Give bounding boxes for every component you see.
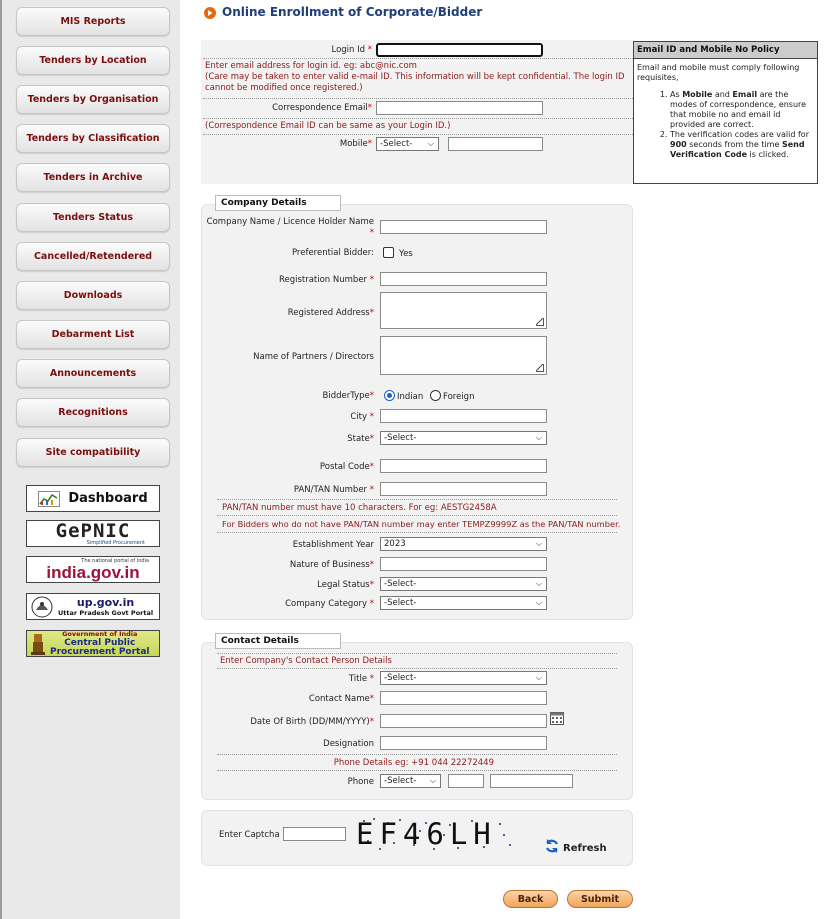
calendar-icon[interactable]: [550, 712, 564, 725]
bidder-type-label: BidderType*: [322, 391, 374, 401]
pan-tan-temp-note: For Bidders who do not have PAN/TAN number may enter TEMPZ9999Z as the PAN/TAN number.: [222, 519, 621, 529]
sidebar-item-cancelled-retendered[interactable]: [16, 242, 170, 271]
establishment-year-select[interactable]: 2023 ⌵: [380, 537, 547, 551]
registered-address-label: Registered Address*: [287, 308, 374, 318]
gepnic-tagline: Simplified Procurement: [86, 539, 145, 546]
contact-name-label: Contact Name*: [308, 694, 374, 704]
sidebar-item-tenders-by-classification[interactable]: [16, 124, 170, 153]
cppp-line-2: Central Public: [64, 638, 136, 648]
bidder-type-foreign-radio[interactable]: [430, 390, 441, 401]
login-id-input[interactable]: [376, 43, 543, 57]
company-name-label: Company Name / Licence Holder Name *: [206, 217, 374, 238]
pan-tan-label: PAN/TAN Number *: [293, 485, 374, 495]
sidebar-item-downloads[interactable]: [16, 281, 170, 310]
phone-country-code-select[interactable]: -Select- ⌵: [380, 774, 441, 788]
sidebar-item-announcements[interactable]: [16, 359, 170, 388]
legal-status-label: Legal Status*: [317, 580, 374, 590]
sidebar-item-label: Tenders in Archive: [43, 172, 143, 183]
establishment-year-label: Establishment Year: [292, 540, 374, 550]
login-note: Enter email address for login id. eg: abc@nic.com: [205, 61, 417, 71]
captcha-image: [354, 815, 524, 855]
login-id-label: Login Id *: [331, 45, 372, 55]
contact-name-input[interactable]: [380, 691, 547, 705]
policy-intro: Email and mobile must comply following requisites,: [637, 63, 800, 82]
registration-number-label: Registration Number *: [278, 275, 374, 285]
correspondence-email-input[interactable]: [376, 101, 543, 115]
sidebar-item-label: Tenders by Location: [39, 55, 147, 66]
policy-list: [634, 90, 813, 160]
sidebar-item-label: Debarment List: [51, 329, 135, 340]
mobile-number-input[interactable]: [448, 137, 543, 151]
chevron-down-icon: ⌵: [535, 539, 542, 548]
nature-of-business-label: Nature of Business*: [289, 560, 374, 570]
captcha-text: EF46LH: [356, 817, 497, 851]
company-category-select[interactable]: -Select- ⌵: [380, 596, 547, 610]
india-gov-logo[interactable]: [26, 556, 160, 583]
chevron-down-icon: ⌵: [535, 598, 542, 607]
mobile-label: Mobile*: [339, 139, 372, 149]
sidebar-item-label: Tenders Status: [52, 212, 134, 223]
sidebar-item-tenders-by-location[interactable]: [16, 46, 170, 75]
phone-number-input[interactable]: [490, 774, 573, 788]
sidebar-item-site-compatibility[interactable]: [16, 438, 170, 467]
back-button[interactable]: Back: [503, 890, 558, 908]
correspondence-email-label: Correspondence Email*: [272, 103, 372, 113]
state-select[interactable]: -Select- ⌵: [380, 431, 547, 445]
company-category-label: Company Category *: [285, 599, 374, 609]
india-gov-wordmark: india.gov.in: [46, 562, 140, 582]
company-name-input[interactable]: [380, 220, 547, 234]
bidder-type-foreign-label: Foreign: [443, 392, 475, 402]
chevron-down-icon: ⌵: [535, 673, 542, 682]
correspondence-email-note: (Correspondence Email ID can be same as your Login ID.): [205, 121, 451, 131]
legal-status-select[interactable]: -Select- ⌵: [380, 577, 547, 591]
contact-details-legend: Contact Details: [215, 633, 341, 649]
up-gov-logo[interactable]: [26, 593, 160, 620]
sidebar-item-label: Cancelled/Retendered: [33, 251, 153, 262]
contact-intro-note: Enter Company's Contact Person Details: [220, 656, 392, 666]
sidebar-item-label: Tenders by Organisation: [27, 94, 159, 105]
up-gov-tagline: Uttar Pradesh Govt Portal: [58, 608, 154, 617]
pan-tan-note: PAN/TAN number must have 10 characters. For eg: AESTG2458A: [222, 503, 497, 513]
date-of-birth-label: Date Of Birth (DD/MM/YYYY)*: [250, 717, 374, 727]
refresh-button[interactable]: Refresh: [563, 843, 607, 854]
sidebar-item-label: Announcements: [49, 368, 137, 379]
pan-tan-input[interactable]: [380, 482, 547, 496]
sidebar-item-tenders-in-archive[interactable]: [16, 163, 170, 192]
company-details-legend: Company Details: [215, 195, 341, 211]
sidebar: [0, 0, 180, 919]
phone-label: Phone: [347, 777, 374, 787]
sidebar-item-recognitions[interactable]: [16, 398, 170, 427]
dashboard-link[interactable]: [26, 485, 160, 512]
dashboard-chart-icon: [38, 491, 60, 507]
bidder-type-indian-radio[interactable]: [384, 390, 395, 401]
refresh-icon[interactable]: [544, 838, 560, 854]
preferential-bidder-option: Yes: [399, 249, 413, 259]
partners-directors-textarea[interactable]: [380, 336, 547, 375]
sidebar-item-label: Recognitions: [58, 407, 128, 418]
dashboard-label: Dashboard: [68, 491, 148, 506]
page-title: Online Enrollment of Corporate/Bidder: [222, 5, 483, 19]
cppp-line-1: Government of India: [62, 630, 138, 638]
sidebar-item-debarment-list[interactable]: [16, 320, 170, 349]
phone-note: Phone Details eg: +91 044 22272449: [333, 758, 494, 768]
policy-title: Email ID and Mobile No Policy: [634, 42, 817, 59]
login-note-caution: (Care may be taken to enter valid e-mail ID. This information will be kept confidential. The login ID cannot be modified once registered.): [205, 72, 625, 93]
bidder-type-indian-label: Indian: [397, 392, 424, 402]
sidebar-item-label: Tenders by Classification: [26, 133, 160, 144]
sidebar-item-tenders-status[interactable]: [16, 203, 170, 232]
captcha-label: Enter Captcha: [219, 830, 280, 840]
mobile-country-code-select[interactable]: -Select- ⌵: [376, 137, 439, 151]
nature-of-business-input[interactable]: [380, 557, 547, 571]
registration-number-input[interactable]: [380, 272, 547, 286]
postal-code-input[interactable]: [380, 459, 547, 473]
state-label: State*: [347, 434, 374, 444]
gepnic-logo[interactable]: [26, 520, 160, 547]
captcha-input[interactable]: [283, 827, 346, 841]
policy-point: 2. The verification codes are valid for 900 seconds from the time Send Verification Code is clicked.: [670, 130, 813, 160]
sidebar-item-mis-reports[interactable]: [16, 7, 170, 36]
city-label: City *: [350, 412, 374, 422]
submit-button[interactable]: Submit: [567, 890, 633, 908]
partners-directors-label: Name of Partners / Directors: [253, 352, 374, 362]
up-gov-wordmark: up.gov.in: [76, 595, 135, 609]
city-input[interactable]: [380, 409, 547, 423]
date-of-birth-input[interactable]: [380, 714, 547, 728]
cppp-line-3: Procurement Portal: [50, 647, 150, 657]
chevron-down-icon: ⌵: [427, 139, 434, 148]
registered-address-textarea[interactable]: [380, 292, 547, 329]
up-emblem-icon: [30, 596, 54, 618]
designation-label: Designation: [323, 739, 374, 749]
contact-title-label: Title *: [348, 674, 374, 684]
postal-code-label: Postal Code*: [319, 462, 374, 472]
emblem-icon: [29, 632, 47, 656]
sidebar-item-tenders-by-organisation[interactable]: [16, 85, 170, 114]
chevron-down-icon: ⌵: [429, 776, 436, 785]
chevron-down-icon: ⌵: [535, 579, 542, 588]
cppp-logo[interactable]: [26, 630, 160, 657]
bullet-icon: [203, 6, 217, 20]
designation-input[interactable]: [380, 736, 547, 750]
preferential-bidder-label: Preferential Bidder:: [291, 248, 374, 258]
india-gov-tagline: The national portal of India: [81, 557, 149, 564]
sidebar-item-label: MIS Reports: [60, 16, 126, 27]
phone-std-code-input[interactable]: [448, 774, 484, 788]
preferential-bidder-checkbox[interactable]: [383, 247, 394, 258]
policy-box: [633, 41, 818, 184]
gepnic-wordmark: GePNIC: [55, 520, 131, 542]
contact-title-select[interactable]: -Select- ⌵: [380, 671, 547, 685]
chevron-down-icon: ⌵: [535, 433, 542, 442]
sidebar-item-label: Downloads: [63, 290, 123, 301]
sidebar-item-label: Site compatibility: [45, 447, 141, 458]
policy-point: 1. As Mobile and Email are the modes of correspondence, ensure that mobile no and email id provided are correct.: [670, 90, 813, 130]
